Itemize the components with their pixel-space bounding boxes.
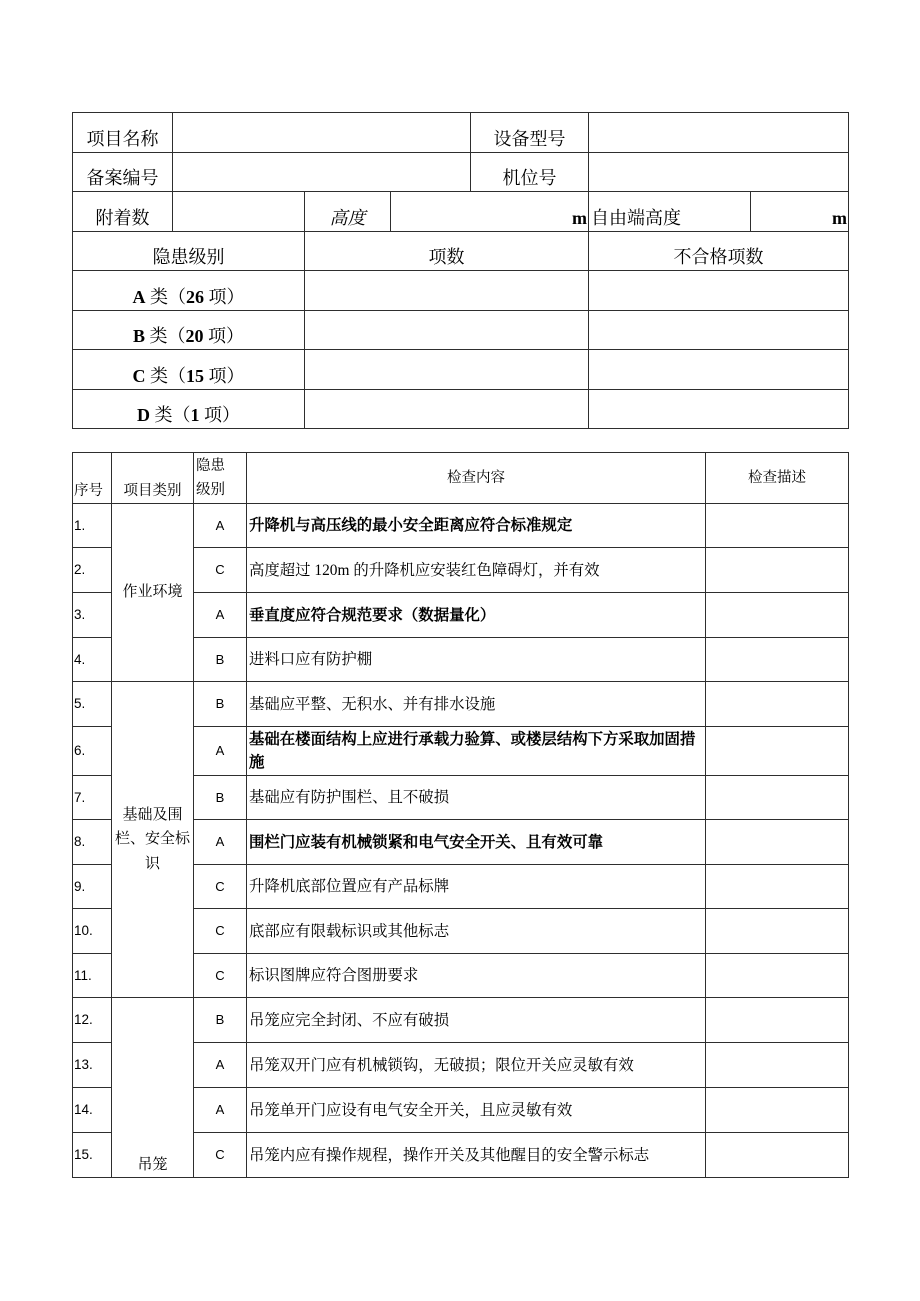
row-index: 1.: [73, 504, 112, 548]
row-hazard-level: C: [194, 1133, 247, 1178]
row-check-content: 吊笼双开门应有机械锁钩，无破损；限位开关应灵敏有效: [247, 1043, 706, 1088]
row-index: 4.: [73, 638, 112, 682]
row-hazard-level: B: [194, 998, 247, 1043]
height-unit: m: [572, 208, 588, 228]
level-grade: D: [137, 405, 150, 425]
row-index: 2.: [73, 548, 112, 593]
project-name-label: 项目名称: [73, 113, 173, 153]
row-hazard-level: C: [194, 865, 247, 909]
record-number-label: 备案编号: [73, 153, 173, 192]
summary-row-level-a: [73, 271, 849, 311]
row-check-content: 基础在楼面结构上应进行承载力验算、或楼层结构下方采取加固措施: [247, 727, 706, 776]
level-suffix: 项）: [204, 366, 245, 386]
level-a-item-count: [305, 271, 589, 311]
row-check-description: [706, 954, 849, 998]
category-foundation-fence-signs: 基础及围栏、安全标识: [112, 682, 194, 998]
row-index: 12.: [73, 998, 112, 1043]
row-hazard-level: B: [194, 638, 247, 682]
level-item-total: 15: [186, 366, 204, 386]
header-category: 项目类别: [112, 453, 194, 504]
row-check-description: [706, 682, 849, 727]
row-hazard-level: A: [194, 820, 247, 865]
level-prefix: 类（: [145, 287, 186, 307]
row-hazard-level: A: [194, 593, 247, 638]
row-check-description: [706, 548, 849, 593]
item-count-header: 项数: [305, 232, 589, 271]
row-index: 13.: [73, 1043, 112, 1088]
attachment-count-value: [173, 192, 305, 232]
summary-row-record: [73, 153, 849, 192]
position-number-value: [589, 153, 849, 192]
level-a-failed-count: [589, 271, 849, 311]
device-model-value: [589, 113, 849, 153]
summary-row-level-d: [73, 390, 849, 429]
row-check-content: 标识图牌应符合图册要求: [247, 954, 706, 998]
row-check-content: 围栏门应装有机械锁紧和电气安全开关、且有效可靠: [247, 820, 706, 865]
header-check-description: 检查描述: [706, 453, 849, 504]
row-hazard-level: C: [194, 548, 247, 593]
level-b-item-count: [305, 311, 589, 350]
row-hazard-level: A: [194, 504, 247, 548]
project-name-value: [173, 113, 471, 153]
record-number-value: [173, 153, 471, 192]
row-check-content: 升降机底部位置应有产品标牌: [247, 865, 706, 909]
row-check-description: [706, 998, 849, 1043]
row-index: 9.: [73, 865, 112, 909]
level-prefix: 类（: [145, 366, 186, 386]
summary-row-project: [73, 113, 849, 153]
level-c-failed-count: [589, 350, 849, 390]
row-check-description: [706, 776, 849, 820]
free-end-height-unit: m: [832, 208, 848, 228]
summary-row-height: [73, 192, 849, 232]
header-hazard-level-text: 隐患级别: [196, 458, 225, 498]
row-check-description: [706, 865, 849, 909]
level-grade: C: [132, 366, 146, 386]
row-check-content: 高度超过 120m 的升降机应安装红色障碍灯，并有效: [247, 548, 706, 593]
category-cage: 吊笼: [112, 998, 194, 1178]
row-hazard-level: B: [194, 776, 247, 820]
hazard-level-header: 隐患级别: [73, 232, 305, 271]
row-check-description: [706, 820, 849, 865]
level-item-total: 1: [190, 405, 200, 425]
device-model-label: 设备型号: [471, 113, 589, 153]
row-check-content: 进料口应有防护棚: [247, 638, 706, 682]
inspection-checklist-table: [72, 452, 849, 1178]
summary-table: [72, 112, 849, 429]
row-check-content: 吊笼应完全封闭、不应有破损: [247, 998, 706, 1043]
row-check-description: [706, 1133, 849, 1178]
row-hazard-level: A: [194, 1088, 247, 1133]
row-index: 7.: [73, 776, 112, 820]
level-item-total: 26: [186, 287, 204, 307]
checklist-row: [73, 504, 849, 548]
failed-count-header: 不合格项数: [589, 232, 849, 271]
attachment-count-label: 附着数: [73, 192, 173, 232]
row-hazard-level: B: [194, 682, 247, 727]
level-b-label: [73, 311, 305, 350]
level-d-failed-count: [589, 390, 849, 429]
row-check-content: 基础应平整、无积水、并有排水设施: [247, 682, 706, 727]
height-value-field: [391, 192, 589, 232]
height-label: 高度: [305, 192, 391, 232]
row-check-content: 底部应有限载标识或其他标志: [247, 909, 706, 954]
category-work-environment: 作业环境: [112, 504, 194, 682]
row-index: 14.: [73, 1088, 112, 1133]
free-end-height-value-field: [751, 192, 849, 232]
level-suffix: 项）: [204, 287, 245, 307]
row-index: 11.: [73, 954, 112, 998]
row-check-description: [706, 909, 849, 954]
row-index: 8.: [73, 820, 112, 865]
position-number-label: 机位号: [471, 153, 589, 192]
summary-row-level-c: [73, 350, 849, 390]
row-check-description: [706, 638, 849, 682]
row-check-description: [706, 1088, 849, 1133]
summary-row-level-b: [73, 311, 849, 350]
level-a-label: [73, 271, 305, 311]
summary-row-header: [73, 232, 849, 271]
row-index: 10.: [73, 909, 112, 954]
level-prefix: 类（: [150, 405, 191, 425]
level-d-label: [73, 390, 305, 429]
row-check-content: 吊笼内应有操作规程，操作开关及其他醒目的安全警示标志: [247, 1133, 706, 1178]
level-d-item-count: [305, 390, 589, 429]
row-hazard-level: A: [194, 1043, 247, 1088]
level-grade: A: [132, 287, 146, 307]
row-index: 15.: [73, 1133, 112, 1178]
level-suffix: 项）: [203, 326, 244, 346]
level-grade: B: [132, 326, 145, 346]
row-hazard-level: C: [194, 909, 247, 954]
row-index: 3.: [73, 593, 112, 638]
row-check-content: 升降机与高压线的最小安全距离应符合标准规定: [247, 504, 706, 548]
checklist-row: [73, 682, 849, 727]
row-index: 5.: [73, 682, 112, 727]
row-check-description: [706, 504, 849, 548]
row-check-content: 基础应有防护围栏、且不破损: [247, 776, 706, 820]
level-c-item-count: [305, 350, 589, 390]
level-c-label: [73, 350, 305, 390]
checklist-row: [73, 998, 849, 1043]
level-item-total: 20: [185, 326, 204, 346]
header-check-content: 检查内容: [247, 453, 706, 504]
row-check-description: [706, 1043, 849, 1088]
row-check-content: 垂直度应符合规范要求（数据量化）: [247, 593, 706, 638]
header-index: 序号: [73, 453, 112, 504]
level-prefix: 类（: [145, 326, 186, 346]
checklist-header-row: [73, 453, 849, 504]
row-check-content: 吊笼单开门应设有电气安全开关，且应灵敏有效: [247, 1088, 706, 1133]
row-check-description: [706, 727, 849, 776]
row-index: 6.: [73, 727, 112, 776]
level-b-failed-count: [589, 311, 849, 350]
header-hazard-level: [194, 453, 247, 504]
row-hazard-level: A: [194, 727, 247, 776]
row-check-description: [706, 593, 849, 638]
free-end-height-label: 自由端高度: [589, 192, 751, 232]
row-hazard-level: C: [194, 954, 247, 998]
level-suffix: 项）: [199, 405, 240, 425]
